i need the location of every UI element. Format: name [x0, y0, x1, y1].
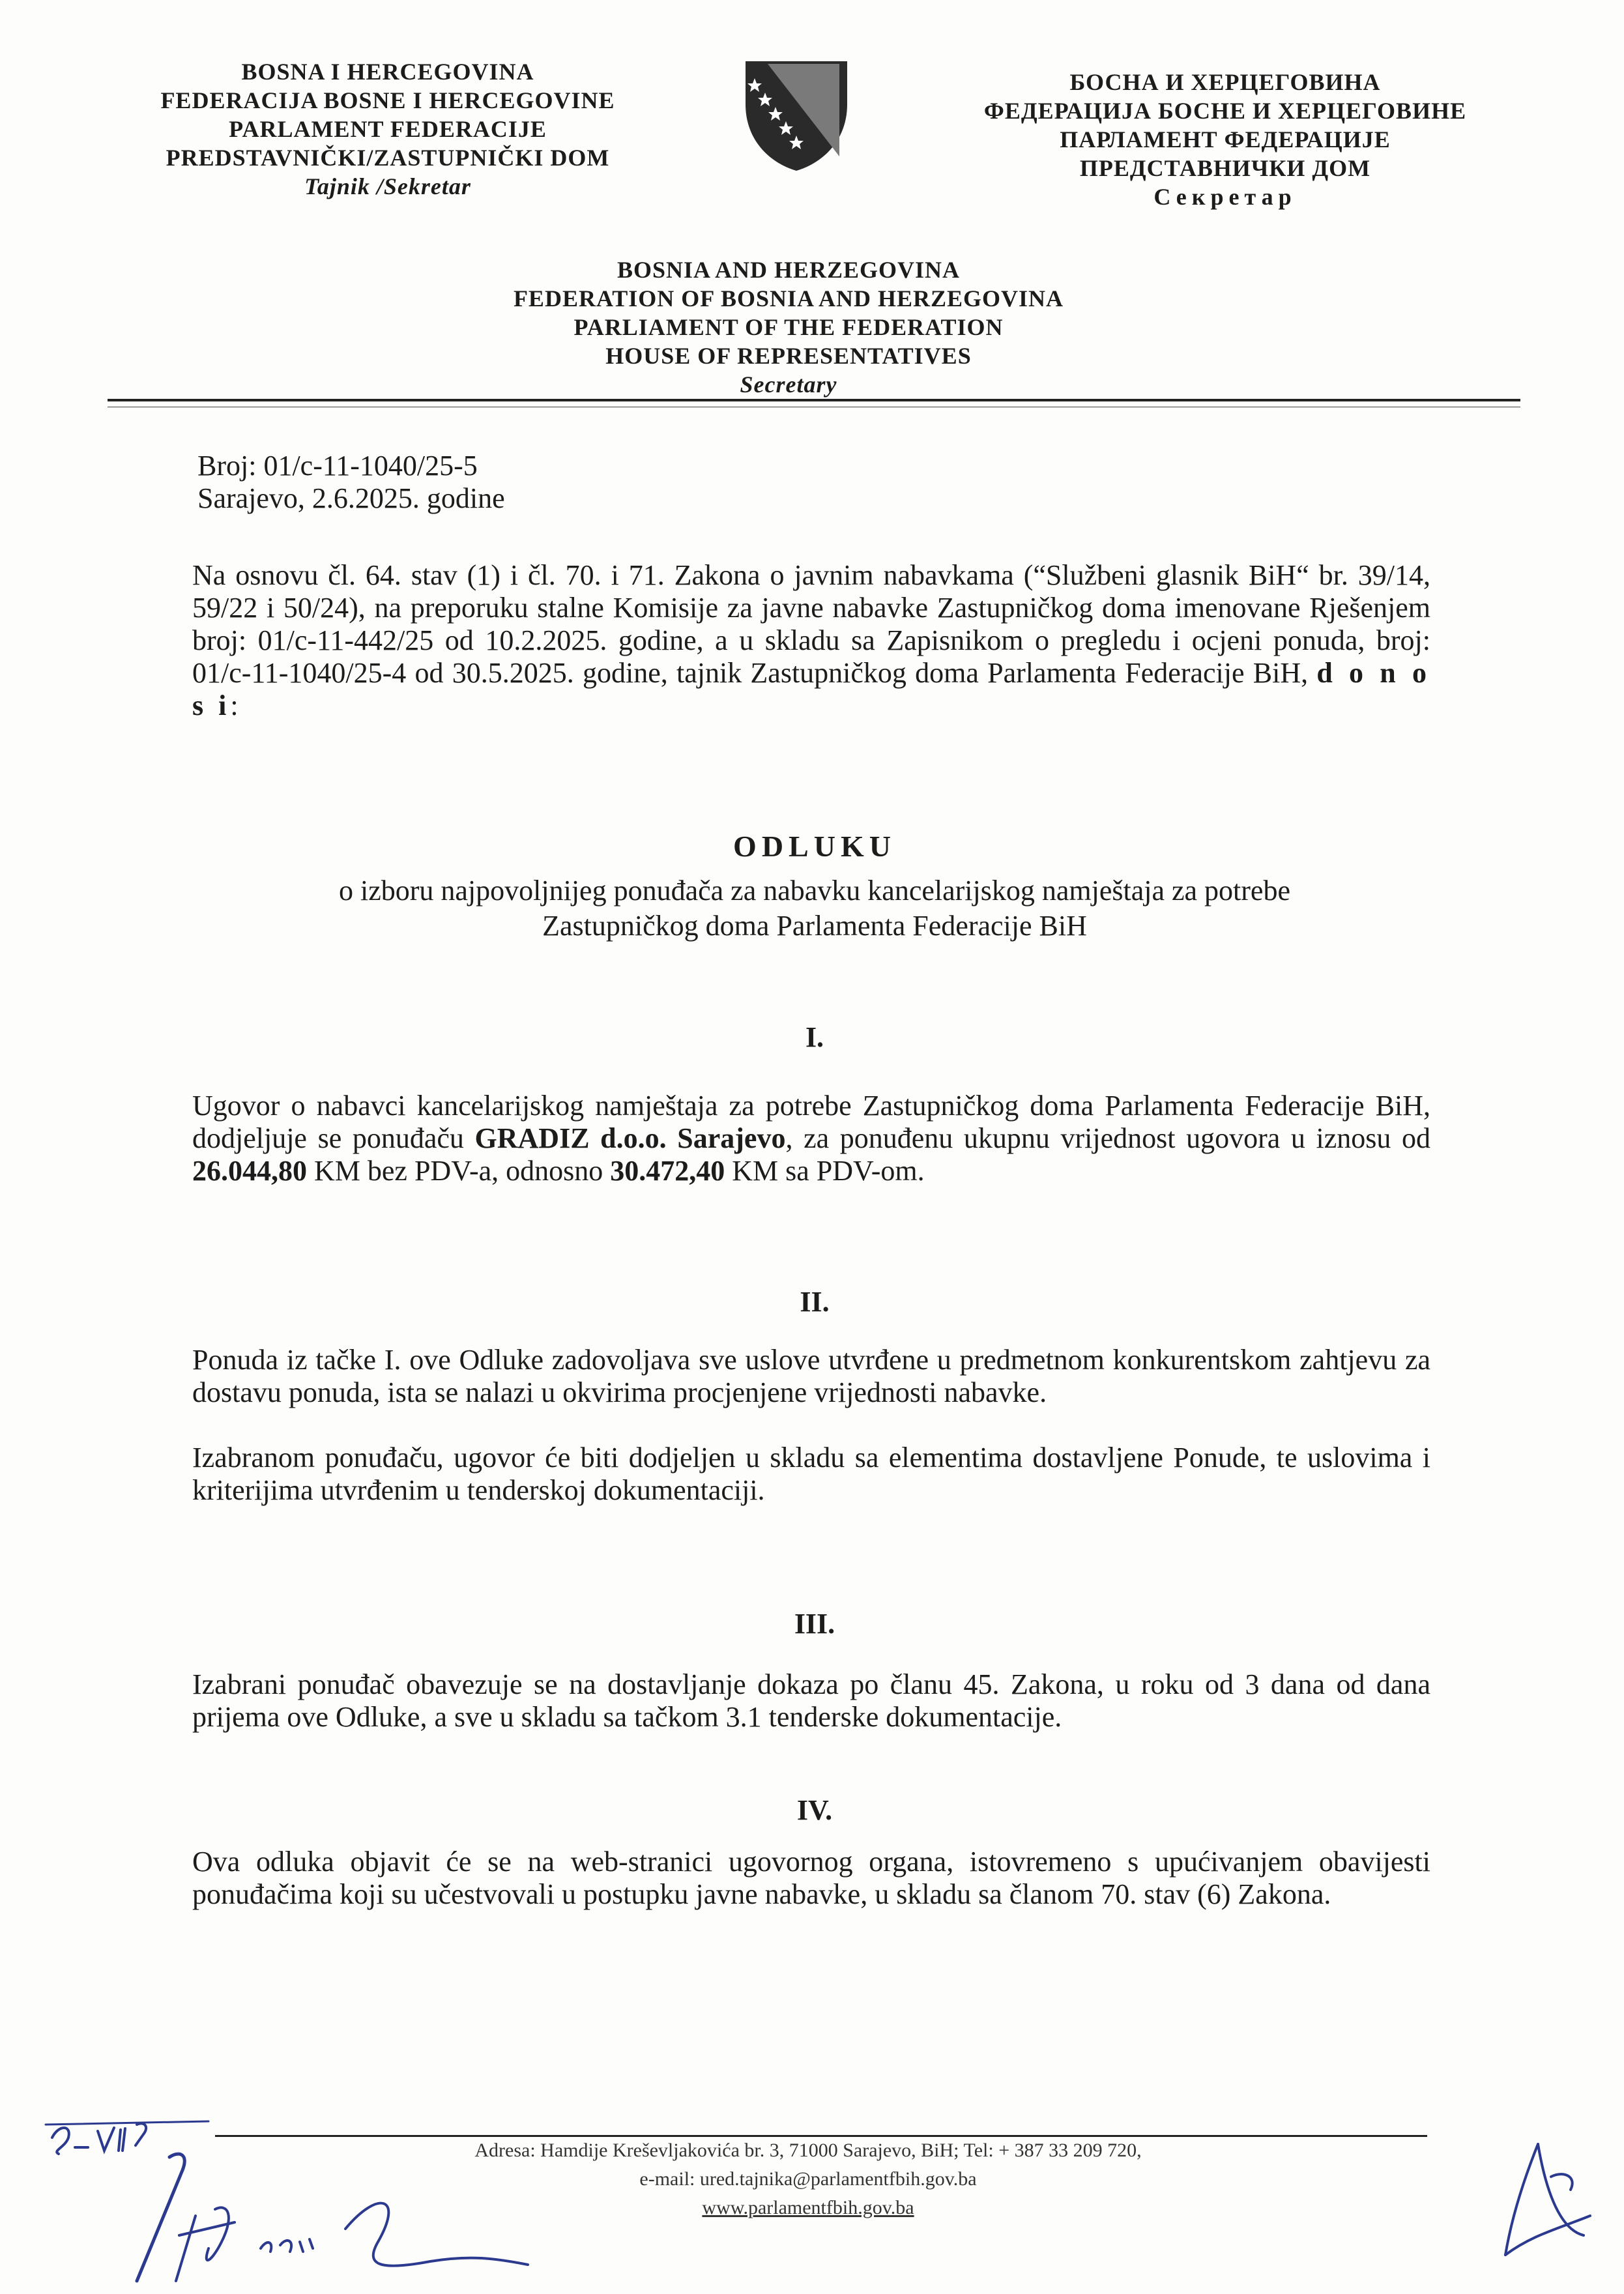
handwritten-signature [39, 2085, 626, 2294]
intro-verb: d o n o s i [192, 657, 1430, 721]
decision-subtitle-line-2: Zastupničkog doma Parlamenta Federacije BiH [542, 910, 1087, 942]
section-4-paragraph: Ova odluka objavit će se na web-stranici ugovornog organa, istovremeno s upućivanjem obavijesti ponuđačima koji su učestvovali u postupku javne nabavke, u skladu sa članom 70. stav (6) Zakona. [192, 1846, 1430, 1910]
section-1-text-b: , za ponuđenu ukupnu vrijednost ugovora u iznosu od [785, 1122, 1431, 1154]
document-date: Sarajevo, 2.6.2025. godine [197, 482, 505, 514]
decision-subtitle-line-1: o izboru najpovoljnijeg ponuđača za nabavku kancelarijskog namještaja za potrebe [339, 875, 1290, 907]
header-divider [108, 399, 1520, 401]
header-left-line-3: PARLAMENT FEDERACIJE [229, 116, 547, 142]
header-right-line-1: БОСНА И ХЕРЦЕГОВИНА [1069, 69, 1381, 95]
intro-colon: : [230, 690, 239, 721]
section-1-text-c: KM bez PDV-a, odnosno [307, 1155, 611, 1187]
section-1-paragraph [192, 1090, 1430, 1187]
header-center-line-4: HOUSE OF REPRESENTATIVES [605, 343, 972, 369]
footer-email: e-mail: ured.tajnika@parlamentfbih.gov.ba [639, 2168, 977, 2190]
section-2-paragraph-1: Ponuda iz tačke I. ove Odluke zadovoljava sve uslove utvrđene u predmetnom konkurentskom zahtjevu za dostavu ponuda, ista se nalazi u okvirima procjenjene vrijednosti nabavke. [192, 1344, 1430, 1408]
footer-website-link[interactable]: www.parlamentfbih.gov.ba [702, 2197, 914, 2218]
header-left-line-2: FEDERACIJA BOSNE I HERCEGOVINE [160, 87, 615, 113]
awarded-company: GRADIZ d.o.o. Sarajevo [474, 1122, 786, 1154]
header-right [938, 68, 1512, 211]
section-2-paragraph-2: Izabranom ponuđaču, ugovor će biti dodjeljen u skladu sa elementima dostavljene Ponude, te uslovima i kriterijima utvrđenim u tenderskoj dokumentaciji. [192, 1442, 1430, 1506]
section-1-text-d: KM sa PDV-om. [725, 1155, 925, 1187]
amount-with-vat: 30.472,40 [610, 1155, 725, 1187]
section-heading-2: II. [800, 1286, 830, 1318]
intro-text: Na osnovu čl. 64. stav (1) i čl. 70. i 71. Zakona o javnim nabavkama (“Službeni glasnik BiH“ br. 39/14, 59/22 i 50/24), na preporuku stalne Komisije za javne nabavke Zastupničkog doma imenovane Rješenjem broj: 01/c-11-442/25 od 10.2.2025. godine, a u skladu sa Zapisnikom o pregledu i ocjeni ponuda, broj: 01/c-11-1040/25-4 od 30.5.2025. godine, tajnik Zastupničkog doma Parlamenta Federacije BiH, [192, 559, 1430, 689]
header-left-line-4: PREDSTAVNIČKI/ZASTUPNIČKI DOM [166, 145, 610, 171]
header-center [417, 255, 1160, 399]
header-right-role: Секретар [1153, 184, 1297, 210]
header-right-line-2: ФЕДЕРАЦИЈА БОСНЕ И ХЕРЦЕГОВИНЕ [983, 98, 1467, 124]
header-center-line-1: BOSNIA AND HERZEGOVINA [616, 257, 961, 283]
header-center-role: Secretary [740, 371, 837, 398]
intro-paragraph [192, 559, 1430, 722]
header-left-line-1: BOSNA I HERCEGOVINA [241, 59, 534, 85]
header-left [117, 57, 658, 201]
handwritten-initials [1486, 2138, 1603, 2268]
header-left-role: Tajnik /Sekretar [304, 173, 471, 199]
coat-of-arms-icon [742, 59, 851, 173]
amount-without-vat: 26.044,80 [192, 1155, 307, 1187]
footer-address: Adresa: Hamdije Kreševljakovića br. 3, 71000 Sarajevo, BiH; Tel: + 387 33 209 720, [474, 2140, 1142, 2161]
header-right-line-4: ПРЕДСТАВНИЧКИ ДОМ [1079, 155, 1371, 181]
section-heading-1: I. [805, 1021, 824, 1053]
document-number: Broj: 01/c-11-1040/25-5 [197, 450, 478, 482]
section-heading-3: III. [794, 1608, 835, 1640]
section-3-paragraph: Izabrani ponuđač obavezuje se na dostavljanje dokaza po članu 45. Zakona, u roku od 3 dana od dana prijema ove Odluke, a sve u skladu sa tačkom 3.1 tenderske dokumentacije. [192, 1668, 1430, 1733]
header-center-line-2: FEDERATION OF BOSNIA AND HERZEGOVINA [513, 285, 1064, 312]
header-center-line-3: PARLIAMENT OF THE FEDERATION [573, 314, 1004, 340]
header-right-line-3: ПАРЛАМЕНТ ФЕДЕРАЦИЈЕ [1060, 126, 1391, 152]
decision-subtitle [215, 873, 1414, 944]
section-heading-4: IV. [796, 1794, 833, 1826]
section-1-text-a: Ugovor o nabavci kancelarijskog namještaja za potrebe Zastupničkog doma Parlamenta Federacije BiH, dodjeljuje se ponuđaču [192, 1090, 1430, 1154]
document-reference [197, 450, 784, 515]
decision-title: ODLUKU [733, 830, 896, 863]
